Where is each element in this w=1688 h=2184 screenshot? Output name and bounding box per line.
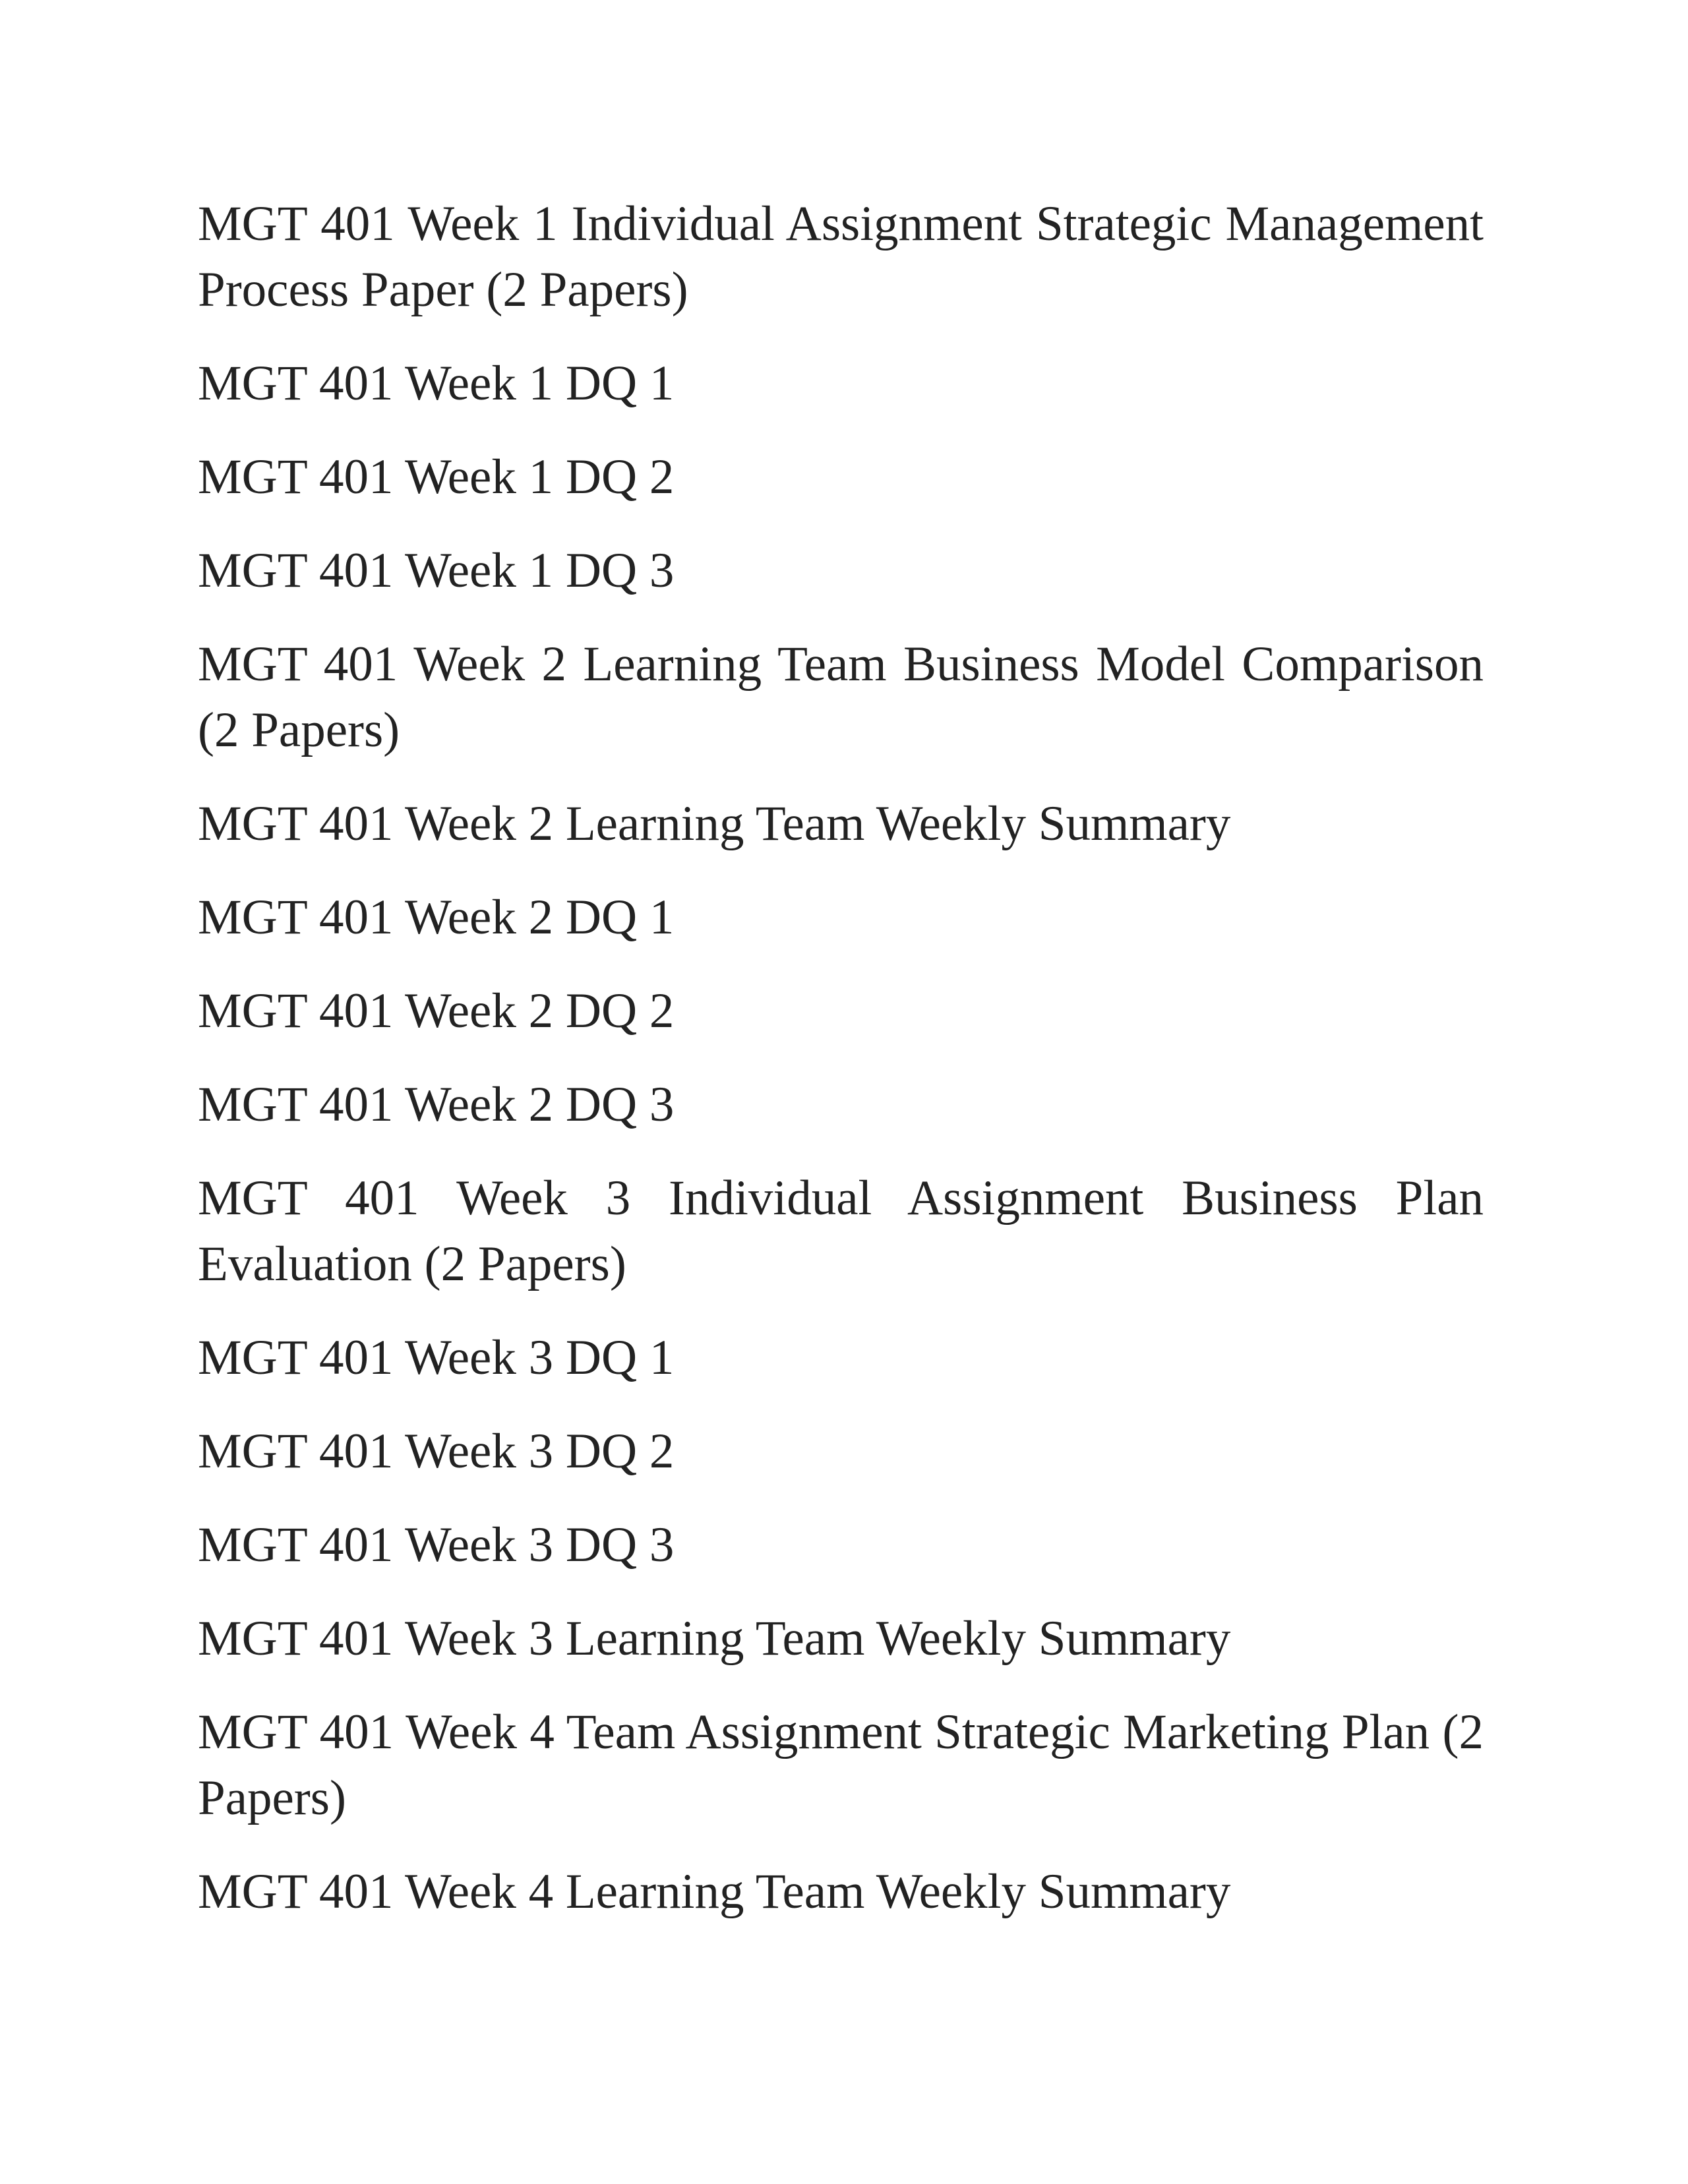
list-item: MGT 401 Week 2 Learning Team Weekly Summary: [198, 796, 1231, 851]
list-item: MGT 401 Week 4 Team Assignment Strategic Marketing Plan (2 Papers): [198, 1705, 1484, 1825]
list-item: MGT 401 Week 3 DQ 1: [198, 1330, 675, 1385]
list-item: MGT 401 Week 3 Learning Team Weekly Summary: [198, 1611, 1231, 1666]
document-body: [198, 191, 1484, 1953]
list-item: MGT 401 Week 1 DQ 2: [198, 450, 675, 504]
list-item: MGT 401 Week 3 DQ 3: [198, 1518, 675, 1572]
list-item: MGT 401 Week 2 DQ 1: [198, 890, 675, 945]
list-item: MGT 401 Week 4 Learning Team Weekly Summary: [198, 1864, 1231, 1919]
list-item: MGT 401 Week 2 DQ 3: [198, 1077, 675, 1132]
list-item: MGT 401 Week 2 Learning Team Business Model Comparison (2 Papers): [198, 637, 1484, 757]
list-item: MGT 401 Week 1 Individual Assignment Strategic Management Process Paper (2 Papers): [198, 196, 1484, 317]
list-item: MGT 401 Week 3 Individual Assignment Business Plan Evaluation (2 Papers): [198, 1171, 1484, 1291]
list-item: MGT 401 Week 1 DQ 1: [198, 356, 675, 411]
list-item: MGT 401 Week 1 DQ 3: [198, 543, 675, 598]
list-item: MGT 401 Week 2 DQ 2: [198, 984, 675, 1038]
list-item: MGT 401 Week 3 DQ 2: [198, 1424, 675, 1479]
